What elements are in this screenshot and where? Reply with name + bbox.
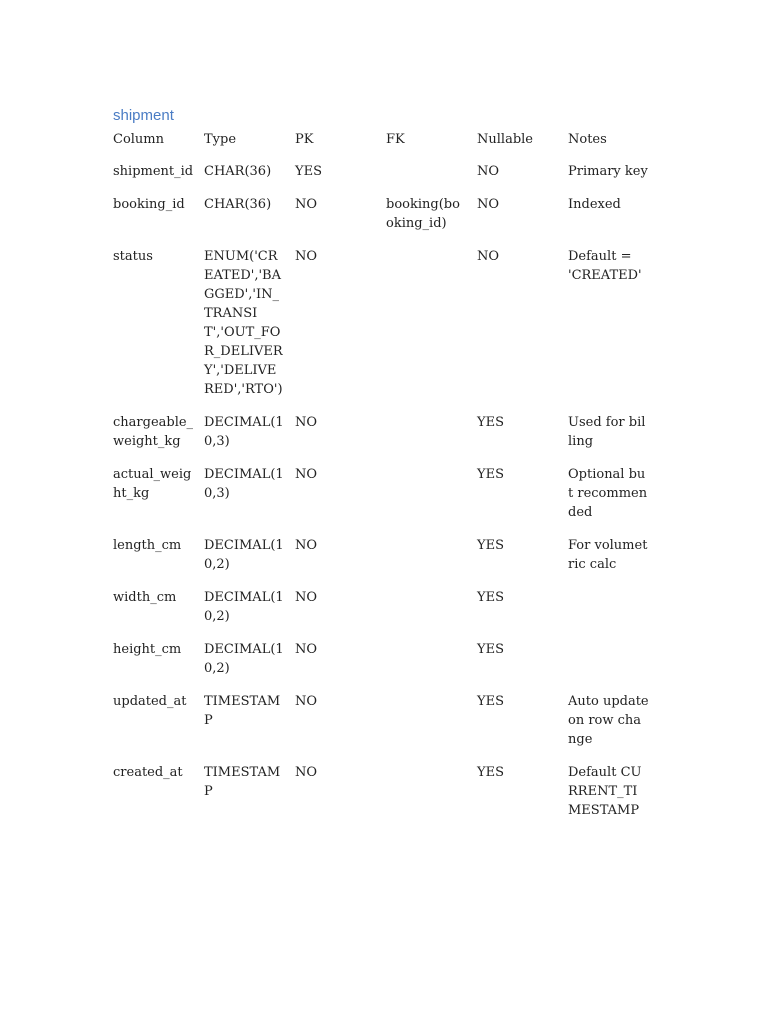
cell-column: status xyxy=(113,249,153,264)
cell-fk: booking(booking_id) xyxy=(386,197,460,231)
cell-nullable: YES xyxy=(477,467,504,482)
cell-fk xyxy=(381,411,472,463)
cell-type: DECIMAL(10,3) xyxy=(204,467,284,501)
cell-notes: Used for billing xyxy=(568,415,646,449)
cell-fk xyxy=(381,761,472,832)
cell-notes xyxy=(563,586,654,638)
table-row xyxy=(108,411,654,463)
cell-fk xyxy=(381,638,472,690)
cell-notes: Default = 'CREATED' xyxy=(568,249,642,283)
cell-pk: NO xyxy=(295,694,318,709)
cell-pk: NO xyxy=(295,197,318,212)
cell-type: ENUM('CREATED','BAGGED','IN_TRANSIT','OUT_FOR_DELIVERY','DELIVERED','RTO') xyxy=(204,249,283,397)
header-notes: Notes xyxy=(568,132,607,147)
table-row xyxy=(108,160,654,193)
cell-column: width_cm xyxy=(113,590,177,605)
cell-pk: NO xyxy=(295,538,318,553)
cell-fk xyxy=(381,534,472,586)
table-row xyxy=(108,586,654,638)
cell-nullable: YES xyxy=(477,694,504,709)
cell-notes: Indexed xyxy=(568,197,621,212)
table-row xyxy=(108,534,654,586)
cell-pk: NO xyxy=(295,590,318,605)
header-type: Type xyxy=(204,132,237,147)
cell-fk xyxy=(381,160,472,193)
cell-pk: NO xyxy=(295,415,318,430)
table-row xyxy=(108,690,654,761)
cell-pk: NO xyxy=(295,642,318,657)
cell-column: chargeable_weight_kg xyxy=(113,415,194,449)
cell-column: length_cm xyxy=(113,538,182,553)
cell-notes: Primary key xyxy=(568,164,648,179)
cell-type: DECIMAL(10,2) xyxy=(204,642,284,676)
cell-nullable: YES xyxy=(477,538,504,553)
cell-column: actual_weight_kg xyxy=(113,467,192,501)
section-heading: shipment xyxy=(113,107,174,124)
cell-fk xyxy=(381,586,472,638)
cell-type: DECIMAL(10,3) xyxy=(204,415,284,449)
header-fk: FK xyxy=(386,132,405,147)
cell-type: TIMESTAMP xyxy=(204,765,281,799)
cell-nullable: NO xyxy=(477,164,500,179)
table-header-row xyxy=(108,128,654,160)
table-row xyxy=(108,463,654,534)
table-row xyxy=(108,245,654,411)
cell-nullable: YES xyxy=(477,590,504,605)
table-row xyxy=(108,193,654,245)
cell-nullable: YES xyxy=(477,765,504,780)
cell-notes: Auto update on row change xyxy=(568,694,649,747)
cell-notes: Default CURRENT_TIMESTAMP xyxy=(568,765,642,818)
cell-nullable: NO xyxy=(477,249,500,264)
cell-column: height_cm xyxy=(113,642,182,657)
cell-fk xyxy=(381,463,472,534)
cell-column: created_at xyxy=(113,765,183,780)
cell-type: TIMESTAMP xyxy=(204,694,281,728)
cell-pk: YES xyxy=(295,164,322,179)
cell-notes: For volumetric calc xyxy=(568,538,648,572)
cell-fk xyxy=(381,245,472,411)
cell-column: updated_at xyxy=(113,694,187,709)
cell-nullable: YES xyxy=(477,415,504,430)
cell-pk: NO xyxy=(295,467,318,482)
cell-pk: NO xyxy=(295,249,318,264)
cell-nullable: YES xyxy=(477,642,504,657)
cell-notes xyxy=(563,638,654,690)
cell-type: CHAR(36) xyxy=(204,164,272,179)
header-pk: PK xyxy=(295,132,314,147)
cell-type: CHAR(36) xyxy=(204,197,272,212)
table-row xyxy=(108,761,654,832)
cell-fk xyxy=(381,690,472,761)
cell-notes: Optional but recommended xyxy=(568,467,648,520)
table-row xyxy=(108,638,654,690)
cell-pk: NO xyxy=(295,765,318,780)
cell-column: booking_id xyxy=(113,197,185,212)
header-column: Column xyxy=(113,132,165,147)
schema-table xyxy=(108,128,654,832)
cell-column: shipment_id xyxy=(113,164,194,179)
cell-type: DECIMAL(10,2) xyxy=(204,538,284,572)
cell-type: DECIMAL(10,2) xyxy=(204,590,284,624)
cell-nullable: NO xyxy=(477,197,500,212)
header-nullable: Nullable xyxy=(477,132,533,147)
